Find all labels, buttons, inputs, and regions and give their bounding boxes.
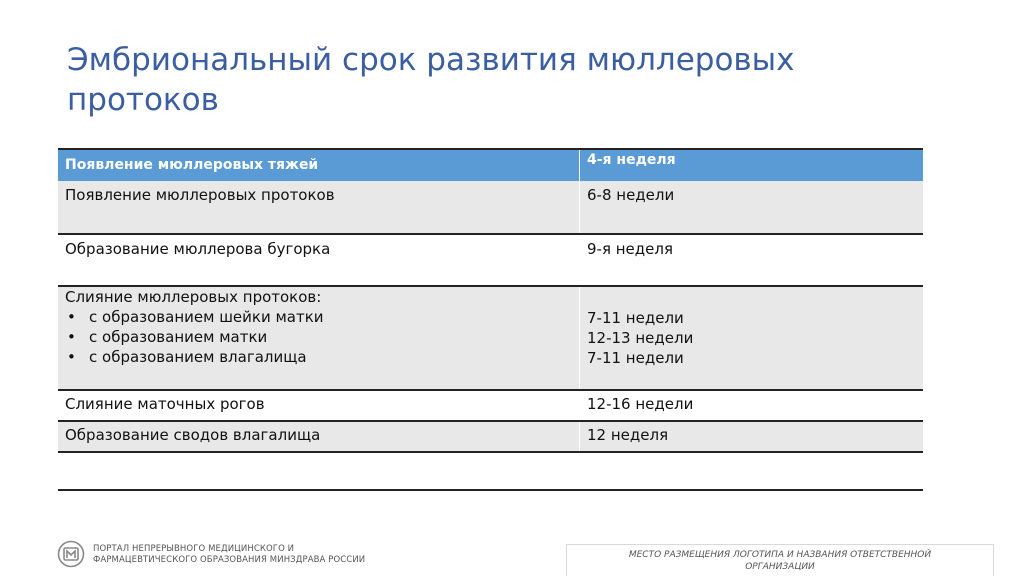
bullet-item: • с образованием матки <box>65 327 572 347</box>
slide-title: Эмбриональный срок развития мюллеровых протоков <box>67 42 795 118</box>
header-event: Появление мюллеровых тяжей <box>58 149 580 181</box>
row-event: Появление мюллеровых протоков <box>58 181 580 234</box>
table-row <box>58 390 923 421</box>
empty-cell <box>58 452 580 490</box>
row-term: 12-16 недели <box>580 390 924 421</box>
table-row <box>58 234 923 286</box>
empty-cell <box>580 452 924 490</box>
table-row <box>58 181 923 234</box>
row-term: 7-11 недели <box>587 309 684 327</box>
placeholder-line: МЕСТО РАЗМЕЩЕНИЯ ЛОГОТИПА И НАЗВАНИЯ ОТВЕТСТВЕННОЙ <box>628 550 932 560</box>
portal-name-line: ФАРМАЦЕВТИЧЕСКОГО ОБРАЗОВАНИЯ МИНЗДРАВА РОССИИ <box>93 555 366 565</box>
portal-name <box>93 544 433 566</box>
row-term: 12-13 недели <box>587 329 694 347</box>
table-row <box>58 421 923 452</box>
row-event: Образование мюллерова бугорка <box>58 234 580 286</box>
bullet-item: • с образованием влагалища <box>65 347 572 367</box>
row-event: Образование сводов влагалища <box>58 421 580 452</box>
row-term: 12 неделя <box>580 421 924 452</box>
portal-name-line: ПОРТАЛ НЕПРЕРЫВНОГО МЕДИЦИНСКОГО И <box>93 544 295 554</box>
development-table <box>58 148 923 491</box>
row-term: 9-я неделя <box>580 234 924 286</box>
table-row-empty <box>58 452 923 490</box>
placeholder-line: ОРГАНИЗАЦИИ <box>745 562 815 572</box>
bullet-list <box>65 307 572 367</box>
row-event: Слияние мюллеровых протоков: <box>65 288 322 306</box>
organization-logo-placeholder <box>566 544 994 576</box>
row-event-group <box>58 286 580 390</box>
row-term: 7-11 недели <box>587 349 684 367</box>
bullet-item: • с образованием шейки матки <box>65 307 572 327</box>
row-term: 6-8 недели <box>580 181 924 234</box>
row-term-group <box>580 286 924 390</box>
header-term: 4-я неделя <box>580 149 924 181</box>
table-header-row <box>58 149 923 181</box>
table-row <box>58 286 923 390</box>
portal-logo-icon <box>57 540 85 568</box>
row-event: Слияние маточных рогов <box>58 390 580 421</box>
